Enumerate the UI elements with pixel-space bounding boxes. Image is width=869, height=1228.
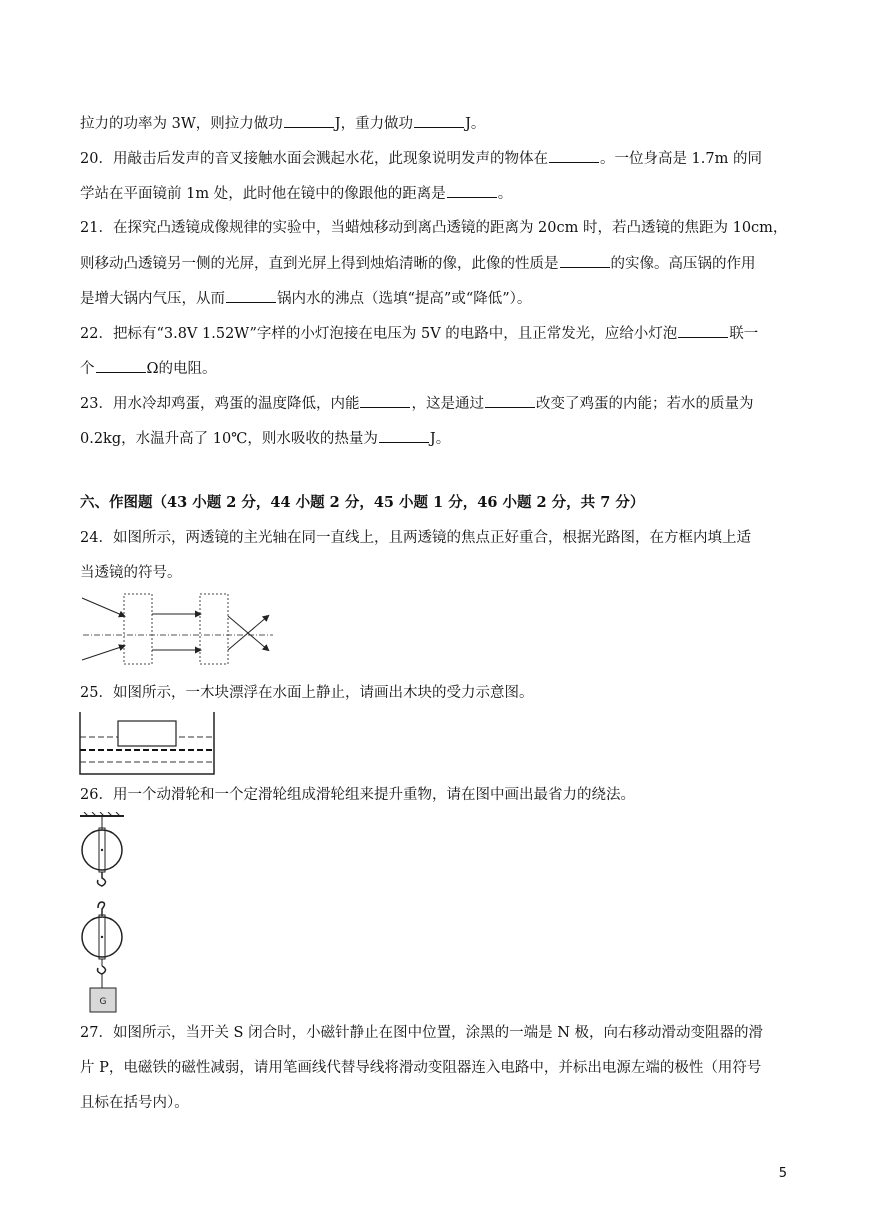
answer-blank[interactable] <box>447 183 497 198</box>
question-25: 25．如图所示，一木块漂浮在水面上静止，请画出木块的受力示意图。 <box>80 685 534 701</box>
question-22-line-1: 22．把标有“3.8V 1.52W”字样的小灯泡接在电压为 5V 的电路中，且正常发光，应给小灯泡 联一 <box>80 323 758 344</box>
question-27-line-2: 片 P，电磁铁的磁性减弱，请用笔画线代替导线将滑动变阻器连入电路中，并标出电源左端的极性（用符号 <box>80 1060 762 1076</box>
answer-blank[interactable] <box>226 288 276 303</box>
weight-label: G <box>99 997 107 1007</box>
answer-blank[interactable] <box>96 358 146 373</box>
question-24-line-2: 当透镜的符号。 <box>80 565 182 581</box>
question-22-line-2: 个 Ω的电阻。 <box>80 358 217 379</box>
question-21-line-1: 21．在探究凸透镜成像规律的实验中，当蜡烛移动到离凸透镜的距离为 20cm 时，若凸透镜的焦距为 10cm， <box>80 220 788 236</box>
figure-lens-diagram <box>78 590 278 668</box>
answer-blank[interactable] <box>560 253 610 268</box>
question-24-line-1: 24．如图所示，两透镜的主光轴在同一直线上，且两透镜的焦点正好重合，根据光路图，在方框内填上适 <box>80 530 751 546</box>
figure-floating-block <box>78 710 218 776</box>
question-19-tail: 拉力的功率为 3W，则拉力做功 J，重力做功 J。 <box>80 113 485 134</box>
answer-blank[interactable] <box>360 393 410 408</box>
answer-blank[interactable] <box>379 428 429 443</box>
section-heading: 六、作图题（43 小题 2 分，44 小题 2 分，45 小题 1 分，46 小题 2 分，共 7 分） <box>80 494 645 511</box>
question-23-line-1: 23．用水冷却鸡蛋，鸡蛋的温度降低，内能 ，这是通过 改变了鸡蛋的内能；若水的质量为 <box>80 393 753 414</box>
question-27-line-3: 且标在括号内）。 <box>80 1095 189 1111</box>
answer-blank[interactable] <box>485 393 535 408</box>
figure-pulley-system <box>76 812 136 1017</box>
question-20-line-2: 学站在平面镜前 1m 处，此时他在镜中的像跟他的距离是 。 <box>80 183 512 204</box>
question-27-line-1: 27．如图所示，当开关 S 闭合时，小磁针静止在图中位置，涂黑的一端是 N 极，向右移动滑动变阻器的滑 <box>80 1025 764 1041</box>
answer-blank[interactable] <box>414 113 464 128</box>
answer-blank[interactable] <box>284 113 334 128</box>
question-23-line-2: 0.2kg，水温升高了 10℃，则水吸收的热量为 J。 <box>80 428 450 449</box>
page-number: 5 <box>778 1166 787 1181</box>
question-21-line-3: 是增大锅内气压，从而 锅内水的沸点（选填“提高”或“降低”）。 <box>80 288 531 309</box>
answer-blank[interactable] <box>678 323 728 338</box>
question-20-line-1: 20．用敲击后发声的音叉接触水面会溅起水花，此现象说明发声的物体在 。一位身高是 1.7m 的同 <box>80 148 762 169</box>
answer-blank[interactable] <box>549 148 599 163</box>
question-21-line-2: 则移动凸透镜另一侧的光屏，直到光屏上得到烛焰清晰的像，此像的性质是 的实像。高压锅的作用 <box>80 253 756 274</box>
question-26: 26．用一个动滑轮和一个定滑轮组成滑轮组来提升重物，请在图中画出最省力的绕法。 <box>80 787 635 803</box>
